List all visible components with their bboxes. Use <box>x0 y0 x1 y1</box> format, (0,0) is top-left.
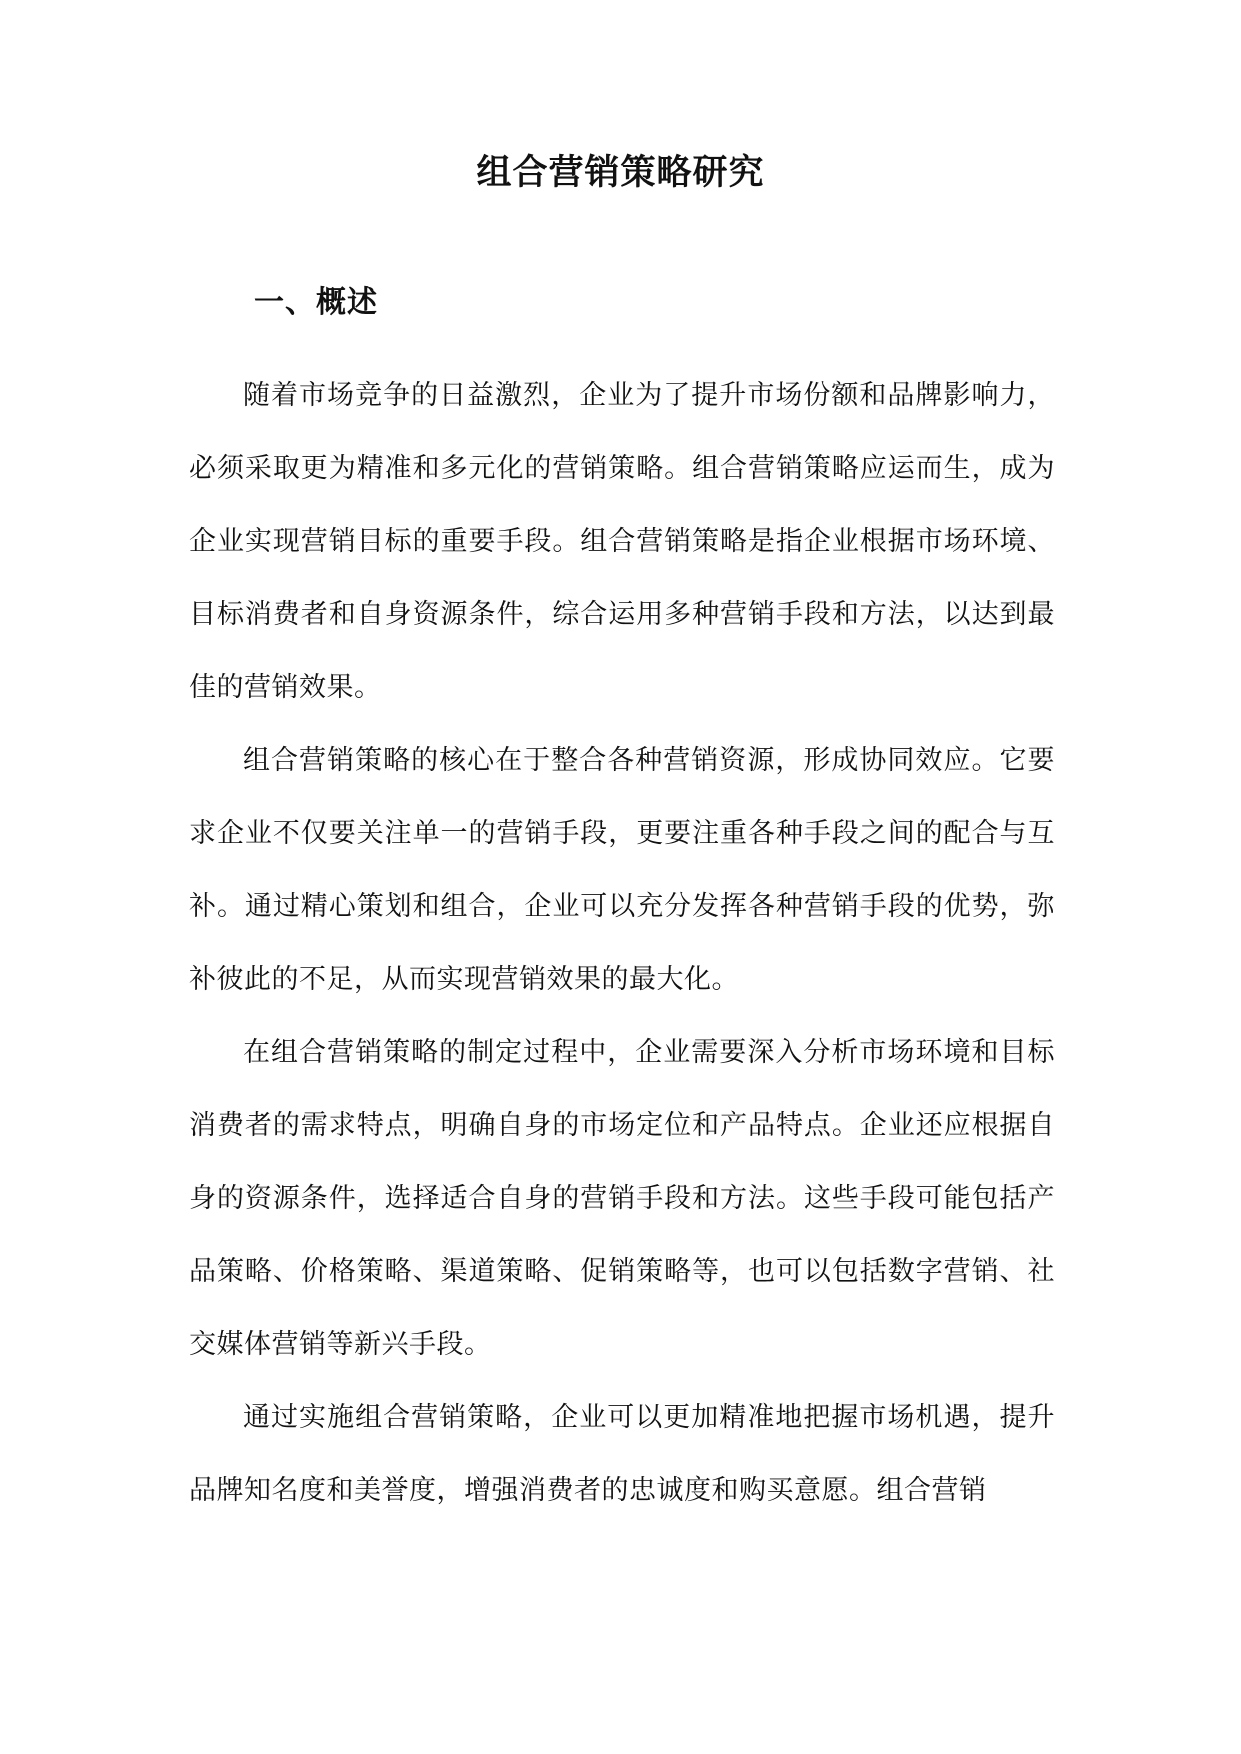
document-title: 组合营销策略研究 <box>476 152 765 193</box>
paragraph: 组合营销策略的核心在于整合各种营销资源，形成协同效应。它要求企业不仅要关注单一的营销手段，更要注重各种手段之间的配合与互补。通过精心策划和组合，企业可以充分发挥各种营销手段的优势，弥补彼此的不足，从而实现营销效果的最大化。 <box>189 745 1055 995</box>
section-body <box>189 359 1055 1527</box>
paragraph: 在组合营销策略的制定过程中，企业需要深入分析市场环境和目标消费者的需求特点，明确自身的市场定位和产品特点。企业还应根据自身的资源条件，选择适合自身的营销手段和方法。这些手段可能包括产品策略、价格策略、渠道策略、促销策略等，也可以包括数字营销、社交媒体营销等新兴手段。 <box>189 1037 1055 1360</box>
paragraph: 随着市场竞争的日益激烈，企业为了提升市场份额和品牌影响力，必须采取更为精准和多元化的营销策略。组合营销策略应运而生，成为企业实现营销目标的重要手段。组合营销策略是指企业根据市场环境、目标消费者和自身资源条件，综合运用多种营销手段和方法，以达到最佳的营销效果。 <box>189 380 1055 703</box>
section-heading-overview: 一、概述 <box>254 285 378 320</box>
paragraph: 通过实施组合营销策略，企业可以更加精准地把握市场机遇，提升品牌知名度和美誉度，增强消费者的忠诚度和购买意愿。组合营销 <box>189 1402 1055 1506</box>
